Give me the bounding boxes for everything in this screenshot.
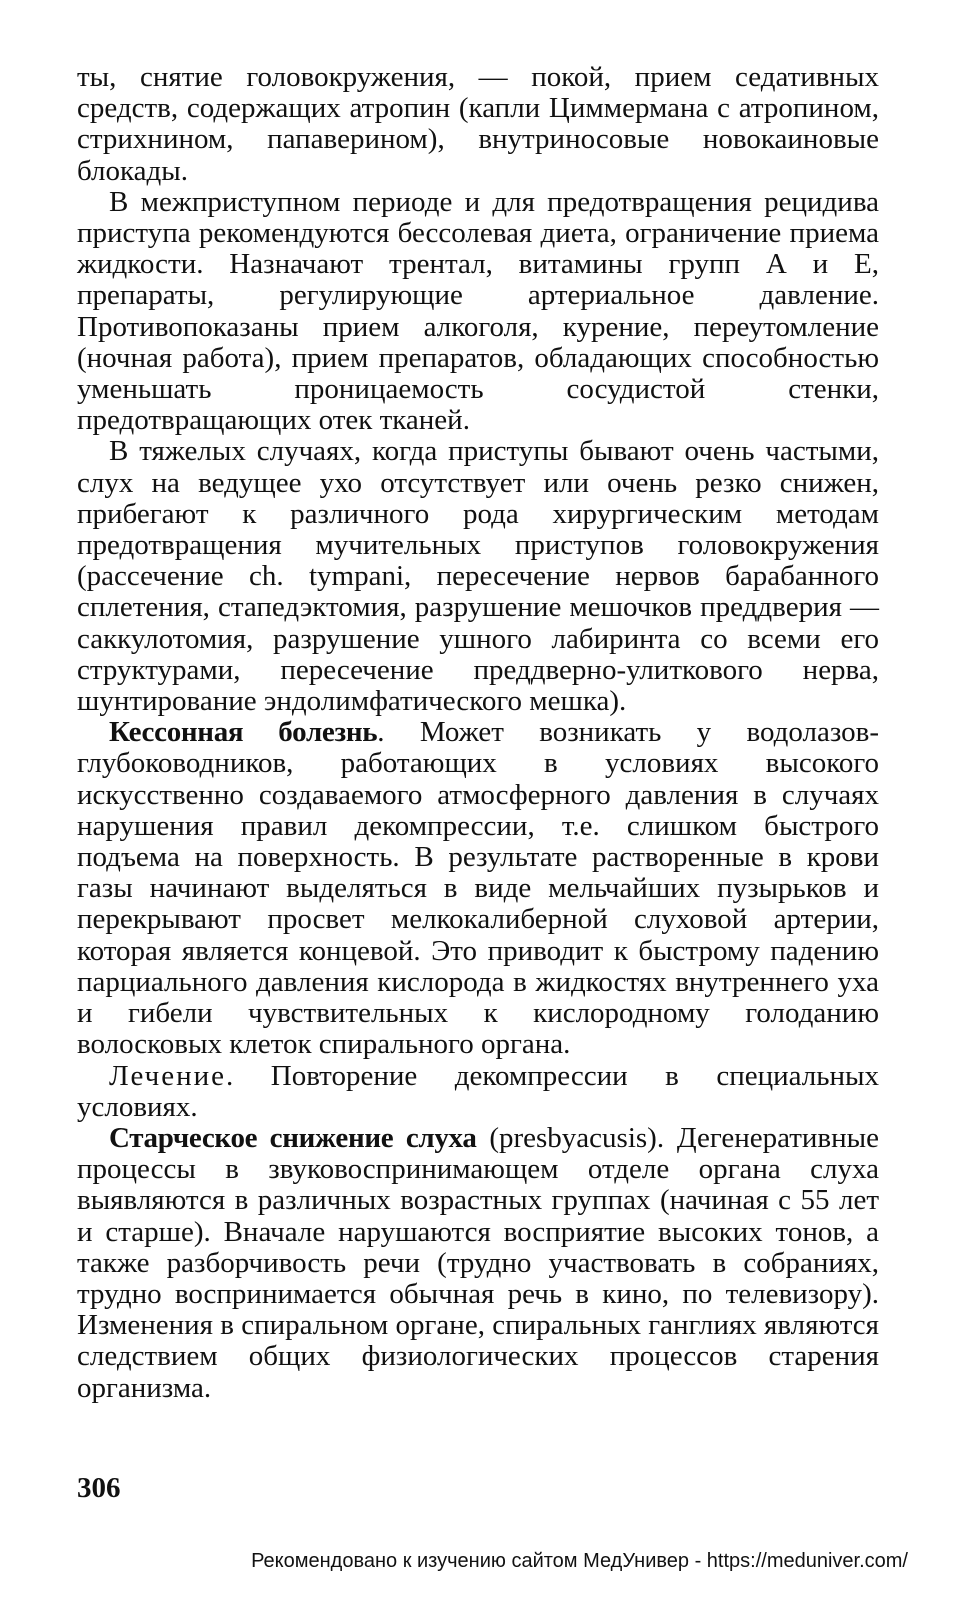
paragraph-text: . Может возникать у водолазов-глубоководников, работающих в условиях высокого искусственно создаваемого атмосферного давления в случаях нарушения правил декомпрессии, т.е. слишком быстрого подъема на поверхность. В результате растворенные в крови газы начинают выделяться в виде мельчайших пузырьков и перекрывают просвет мелкокалиберной слуховой артерии, которая является концевой. Это приводит к быстрому падению парциального давления кислорода в жидкостях внутреннего уха и гибели чувствительных к кислородному голоданию волосковых клеток спирального органа.: [77, 716, 879, 1061]
page-number: 306: [77, 1472, 121, 1504]
paragraph-text: В тяжелых случаях, когда приступы бывают очень частыми, слух на ведущее ухо отсутствует или очень резко снижен, прибегают к различного рода хирургическим методам предотвращения мучительных приступов головокружения (рассечение ch. tympani, пересечение нервов барабанного сплетения, стапедэктомия, разрушение мешочков преддверия — саккулотомия, разрушение ушного лабиринта со всеми его структурами, пересечение преддверно-улиткового нерва, шунтирование эндолимфатического мешка).: [77, 435, 879, 718]
paragraph-text: . Повторение декомпрессии в специальных условиях.: [77, 1059, 879, 1123]
term-caisson-disease: Кессонная болезнь: [109, 716, 378, 749]
paragraph-text: (presbyacusis). Дегенеративные процессы в звуковоспринимающем отделе органа слуха выявляются в различных возрастных группах (начиная с 55 лет и старше). Вначале нарушаются восприятие высоких тонов, а также разборчивость речи (трудно участвовать в собраниях, трудно воспринимается обычная речь в кино, по телевизору). Изменения в спиральном органе, спиральных ганглиях являются следствием общих физиологических процессов старения организма.: [77, 1121, 879, 1404]
paragraph-text: В межприступном периоде и для предотвращения рецидива приступа рекомендуются бессолевая диета, ограничение приема жидкости. Назначают трентал, витамины групп А и Е, препараты, регулирующие артериальное давление. Противопоказаны прием алкоголя, курение, переутомление (ночная работа), прием препаратов, обладающих способностью уменьшать проницаемость сосудистой стенки, предотвращающих отек тканей.: [77, 185, 879, 437]
paragraph-text: ты, снятие головокружения, — покой, прием седативных средств, содержащих атропин (капли Циммермана с атропином, стрихнином, папаверином), внутриносовые новокаиновые блокады.: [77, 61, 879, 187]
term-treatment: Лечение: [109, 1059, 226, 1092]
page-body: [77, 62, 879, 1404]
term-presbyacusis: Старческое снижение слуха: [109, 1121, 477, 1154]
footer-watermark-text: Рекомендовано к изучению сайтом МедУнивер - https://meduniver.com/: [251, 1550, 908, 1572]
paragraph-presbyacusis: [77, 1123, 879, 1404]
paragraph-severe-cases: [77, 436, 879, 717]
paragraph-caisson-disease: [77, 717, 879, 1060]
paragraph-continuation: [77, 62, 879, 187]
paragraph-treatment: [77, 1061, 879, 1123]
paragraph-interictal-period: [77, 187, 879, 437]
